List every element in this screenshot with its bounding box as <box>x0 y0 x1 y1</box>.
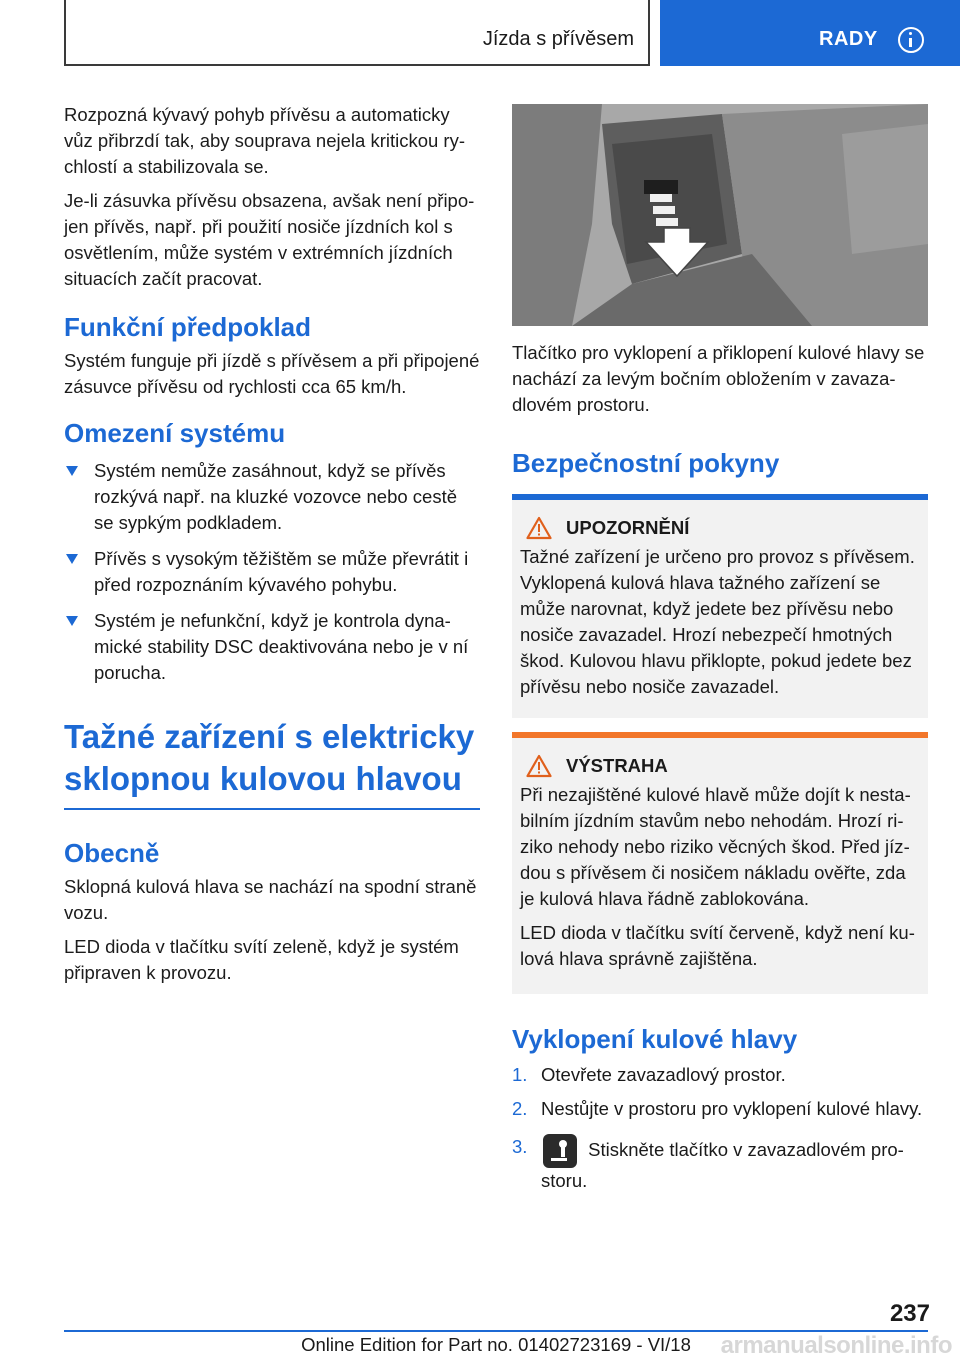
list-item <box>64 546 480 598</box>
section-title: Jízda s přívěsem <box>482 28 634 50</box>
edition-text: Online Edition for Part no. 01402723169 - VI/18 <box>301 1334 691 1355</box>
triangle-bullet-icon <box>66 616 78 626</box>
notice-title: UPOZORNĚNÍ <box>566 517 690 538</box>
step-text: Nestůjte v prostoru pro vyklopení kulové hlavy. <box>541 1098 923 1119</box>
warning-box <box>512 738 928 994</box>
paragraph: Rozpozná kývavý pohyb přívěsu a automaticky vůz přibrzdí tak, aby souprava nejela kritickou rychlostí a stabilizovala se. <box>64 104 466 177</box>
notice-box <box>512 500 928 718</box>
left-column <box>64 102 480 994</box>
step-number: 1. <box>512 1064 528 1085</box>
step-text: Stiskněte tlačítko v zavazadlovém prostoru. <box>541 1138 904 1191</box>
list-item-text: Systém nemůže zasáhnout, když se přívěs rozkývá např. na kluzké vozovce nebo cestě se sypkým podkladem. <box>94 460 457 533</box>
step-number: 2. <box>512 1098 528 1119</box>
paragraph: Sklopná kulová hlava se nachází na spodní straně vozu. <box>64 876 477 923</box>
warning-text: Při nezajištěné kulové hlavě může dojít k nestabilním jízdním stavům nebo nehodám. Hrozí riziko nehody nebo riziko věcných škod. Před jízdou s přívěsem či nosičem nákladu ověřte, zda je kulová hlava řádně zablokována. <box>520 784 911 909</box>
main-heading <box>64 716 480 800</box>
paragraph: Je-li zásuvka přívěsu obsazena, avšak není připojen přívěs, např. při použití nosiče jízdních kol s osvětlením, může systém v extrémních jízdních situacích začít pracovat. <box>64 190 475 289</box>
watermark: armanualsonline.info <box>720 1332 952 1359</box>
tow-hitch-button-icon <box>543 1134 577 1168</box>
paragraph: LED dioda v tlačítku svítí zeleně, když je systém připraven k provozu. <box>64 936 459 983</box>
step-item <box>512 1134 928 1194</box>
warning-triangle-icon <box>526 516 552 540</box>
right-column <box>512 104 928 1202</box>
figure-caption: Tlačítko pro vyklopení a přiklopení kulové hlavy se nachází za levým bočním obložením v zavazadlovém prostoru. <box>512 342 925 415</box>
warning-title: VÝSTRAHA <box>566 755 668 776</box>
warning-text: LED dioda v tlačítku svítí červeně, když není kulová hlava správně zajištěna. <box>520 922 915 969</box>
info-icon <box>898 27 924 53</box>
triangle-bullet-icon <box>66 466 78 476</box>
paragraph: Systém funguje při jízdě s přívěsem a při připojené zásuvce přívěsu od rychlosti cca 65 km/h. <box>64 350 480 397</box>
step-item <box>512 1096 928 1122</box>
step-item <box>512 1062 928 1088</box>
trunk-photo <box>512 104 928 326</box>
list-item <box>64 458 480 536</box>
heading-funkcni-predpoklad: Funkční předpoklad <box>64 312 312 342</box>
header-section-tab <box>64 0 650 66</box>
heading-omezeni-systemu: Omezení systému <box>64 418 286 448</box>
list-item <box>64 608 480 686</box>
step-number: 3. <box>512 1136 528 1157</box>
step-text: Otevřete zavazadlový prostor. <box>541 1064 786 1085</box>
heading-divider <box>64 808 480 810</box>
page-number: 237 <box>889 1300 930 1327</box>
list-item-text: Přívěs s vysokým těžištěm se může převrátit i před rozpoznáním kývavého pohybu. <box>94 548 469 595</box>
notice-text: Tažné zařízení je určeno pro provoz s přívěsem. Vyklopená kulová hlava tažného zařízení se může narovnat, když jedete bez přívěsu nebo nosiče zavazadel. Hrozí nebezpečí hmotných škod. Kulovou hlavu přiklopte, pokud jedete bez přívěsu nebo nosiče zavazadel. <box>520 546 915 697</box>
header-rady-tab[interactable] <box>660 0 960 66</box>
heading-vyklopeni: Vyklopení kulové hlavy <box>512 1024 798 1054</box>
main-heading-line: sklopnou kulovou hlavou <box>64 760 462 797</box>
heading-bezpecnostni-pokyny: Bezpečnostní pokyny <box>512 448 780 478</box>
warning-triangle-icon <box>526 754 552 778</box>
list-item-text: Systém je nefunkční, když je kontrola dynamické stability DSC deaktivována nebo je v ní porucha. <box>94 610 469 683</box>
rady-label: RADY <box>819 28 878 50</box>
triangle-bullet-icon <box>66 554 78 564</box>
heading-obecne: Obecně <box>64 838 160 868</box>
main-heading-line: Tažné zařízení s elektricky <box>64 718 475 755</box>
